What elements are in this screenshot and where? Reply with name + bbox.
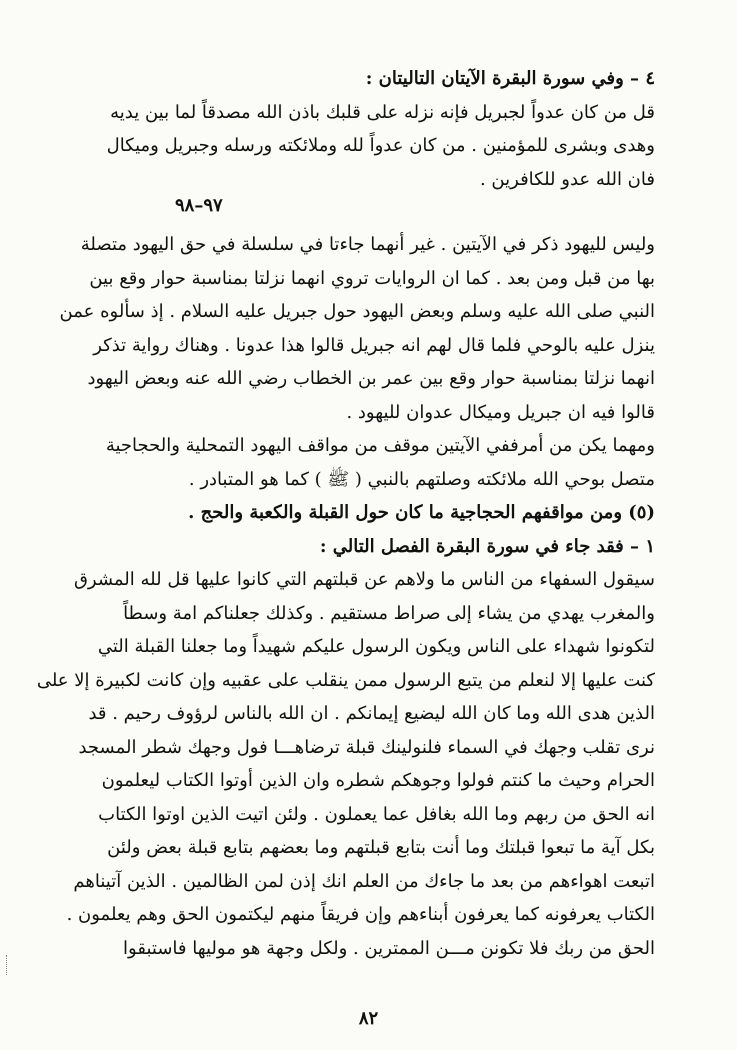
verse-reference: ٩٧–٩٨ (175, 195, 223, 216)
text-line: ومهما يكن من أمرففي الآيتين موقف من مواقف اليهود التمحلية والحجاجية (105, 435, 655, 456)
text-line: بها من قبل ومن بعد . كما ان الروايات تروي انهما نزلتا بمناسبة حوار وقع بين (89, 267, 655, 289)
page-number: ٨٢ (358, 1008, 379, 1029)
text-line: ينزل عليه بالوحي فلما قال لهم انه جبريل قالوا هذا عدونا . وهناك رواية تذكر (93, 334, 655, 356)
text-line: انهما نزلتا بمناسبة حوار وقع بين عمر بن الخطاب رضي الله عنه وبعض اليهود (87, 368, 655, 389)
text-line: قل من كان عدواً لجبريل فإنه نزله على قلبك باذن الله مصدقاً لما بين يديه (110, 101, 655, 123)
section-heading-5: (٥) ومن مواقفهم الحجاجية ما كان حول القبلة والكعبة والحج . (188, 502, 655, 523)
text-line: اتبعت اهواءهم من بعد ما جاءك من العلم انك إذن لمن الظالمين . الذين آتيناهم (73, 870, 655, 892)
text-line: انه الحق من ربهم وما الله بغافل عما يعملون . ولئن اتيت الذين اوتوا الكتاب (98, 803, 655, 825)
section-heading-4: ٤ – وفي سورة البقرة الآيتان التاليتان : (365, 68, 655, 89)
text-line: الحق من ربك فلا تكونن مـــن الممترين . ولكل وجهة هو موليها فاستبقوا (123, 937, 655, 959)
text-line: بكل آية ما تبعوا قبلتك وما أنت بتابع قبلتهم وما بعضهم بتابع قبلة بعض ولئن (107, 837, 655, 858)
text-line: سيقول السفهاء من الناس ما ولاهم عن قبلتهم التي كانوا عليها قل لله المشرق (73, 569, 655, 590)
text-line: الكتاب يعرفونه كما يعرفون أبناءهم وإن فريقاً منهم ليكتمون الحق وهم يعلمون . (66, 904, 655, 925)
text-line: لتكونوا شهداء على الناس ويكون الرسول عليكم شهيداً وما جعلنا القبلة التي (97, 636, 655, 657)
text-line: الحرام وحيث ما كنتم فولوا وجوهكم شطره وان الذين أوتوا الكتاب ليعلمون (101, 770, 655, 791)
text-line: النبي صلى الله عليه وسلم وبعض اليهود حول جبريل عليه السلام . إذ سألوه عمن (59, 301, 655, 322)
text-line: نرى تقلب وجهك في السماء فلنولينك قبلة ترضاهـــا فول وجهك شطر المسجد (78, 736, 655, 758)
text-line: قالوا فيه ان جبريل وميكال عدوان لليهود . (346, 401, 655, 423)
text-line: كنت عليها إلا لنعلم من يتبع الرسول ممن ينقلب على عقبيه وإن كانت لكبيرة إلا على (36, 669, 655, 691)
text-line: متصل بوحي الله ملائكته وصلتهم بالنبي ( ﷺ ) كما هو المتبادر . (188, 468, 655, 490)
text-line: وليس لليهود ذكر في الآيتين . غير أنهما جاءتا في سلسلة في حق اليهود متصلة (80, 234, 655, 255)
text-line: والمغرب يهدي من يشاء إلى صراط مستقيم . وكذلك جعلناكم امة وسطاً (123, 602, 655, 624)
text-line: الذين هدى الله وما كان الله ليضيع إيمانكم . ان الله بالناس لرؤوف رحيم . قد (88, 703, 655, 724)
scan-edge-mark (6, 955, 9, 975)
text-line: وهدى وبشرى للمؤمنين . من كان عدواً لله وملائكته ورسله وجبريل وميكال (106, 135, 655, 156)
commentary-block (36, 228, 655, 965)
verse-block-baqarah-97-98 (100, 62, 655, 196)
text-line: فان الله عدو للكافرين . (479, 168, 655, 190)
subsection-heading-1: ١ – فقد جاء في سورة البقرة الفصل التالي : (319, 535, 655, 557)
